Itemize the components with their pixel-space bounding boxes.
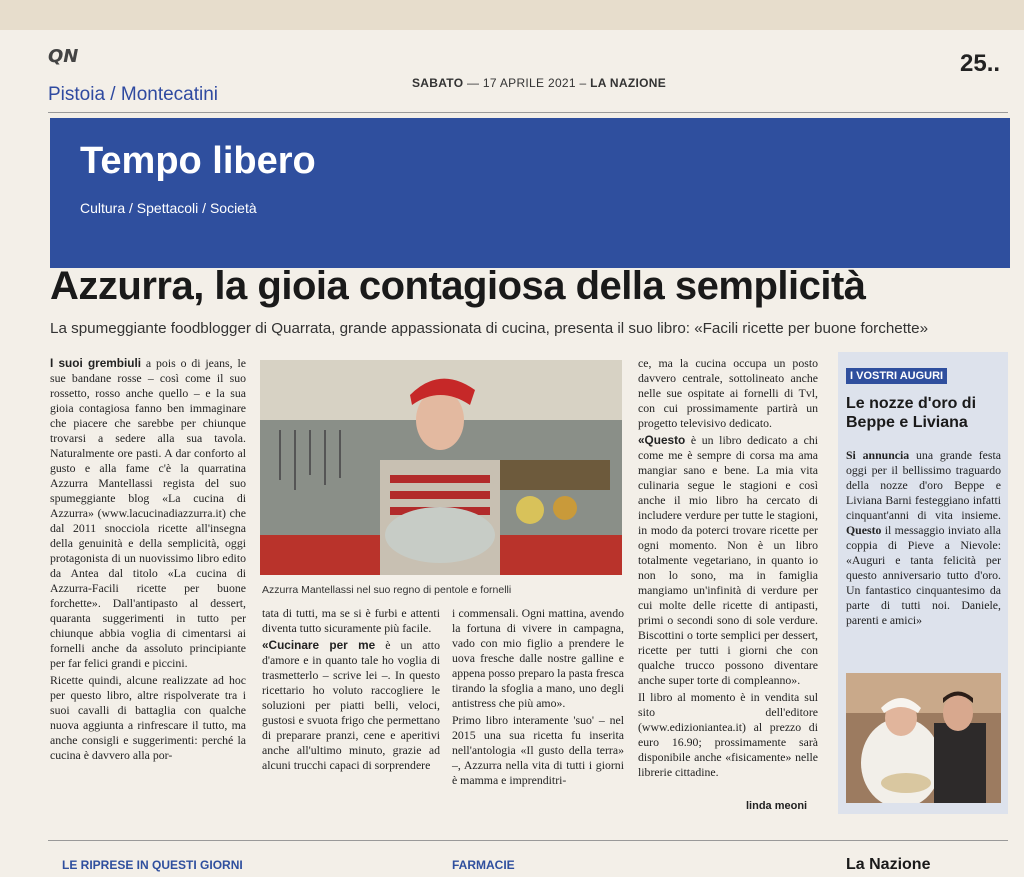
band-subtitle: Cultura / Spettacoli / Società <box>80 200 257 216</box>
col4-para-2 <box>638 433 818 688</box>
col4-text-2: è un libro dedicato a chi come me è sempre di corsa ma ama mangiar sano e bene. La mia vita culinaria segue le stagioni e così anche il mio libro ha cercato di includere verdure per tutte le stagioni, in modo da poterci trovare ricette per ogni momento. Non è un libro totalmente vegetariano, in quanto io non lo sono, ma in famiglia mangiamo un'infinità di verdure per cui molte delle ricette di antipasti, primi o secondi sono di sole verdure. Biscottini o torte semplici per dessert, ricette per tutti i giorni che con qualche trucco possono diventare anche super torte di compleanno». <box>638 433 819 687</box>
article-headline: Azzurra, la gioia contagiosa della semplicità <box>50 264 866 308</box>
col1-para-2: Ricette quindi, alcune realizzate ad hoc per questo libro, altre rispolverate tra i suoi cavalli di battaglia con qualche nuova aggiunta a rinfrescare il tutto, ma anche consigli e suggerimenti: perché la cucina è davvero alla por- <box>50 673 246 762</box>
header-rule <box>48 112 1008 113</box>
article-column-3 <box>452 606 624 828</box>
col3-para-2: Primo libro interamente 'suo' – nel 2015 una sua ricetta fu inserita nell'antologia «Il gusto della terra» –, Azzurra nella vita di tutti i giorni è mamma e imprenditri- <box>452 713 624 787</box>
sidebar-lead-2: Questo <box>846 523 882 537</box>
sidebar-title: Le nozze d'oro di Beppe e Liviana <box>846 395 977 431</box>
section-band <box>50 118 1010 268</box>
qn-logo: QN <box>48 46 79 67</box>
article-column-2 <box>262 606 440 828</box>
dateline <box>412 76 666 90</box>
col2-para-2 <box>262 638 440 773</box>
footer-rule <box>48 840 1008 841</box>
col1-para-1 <box>50 356 246 671</box>
col4-para-3: Il libro al momento è in vendita sul sito dell'editore (www.edizioniantea.it) al prezzo di euro 16.90; prossimamente sarà disponibile anche «fisicamente» nelle librerie cittadine. <box>638 690 818 779</box>
article-photo <box>260 360 622 575</box>
kitchen-photo <box>260 360 622 575</box>
dateline-day: SABATO <box>412 76 464 90</box>
col2-para-1: tata di tutti, ma se si è furbi e attenti diventa tutto sicuramente più facile. <box>262 606 440 635</box>
footer-right-label: La Nazione <box>846 856 931 873</box>
col1-lead: I suoi grembiuli <box>50 356 142 370</box>
sidebar-lead-1: Si annuncia <box>846 448 910 462</box>
page-number: 25.. <box>960 50 1001 77</box>
col1-text-1: a pois o di jeans, le sue bandane rosse – così come il suo rossetto, rosso anche quello – e la sua gioia contagiosa fanno ben immaginare che piacere che sarebbe per chiunque trovarsi a sedere alla sua tavola. Naturalmente ore pasti. A dar conforto al gusto e alla fame c'è la quarratina Azzurra Mantellassi regista del suo spumeggiante blog «La cucina di Azzurra» (www.lacucinadiazzurra.it) che dal 2011 snocciola ricette all'insegna della genuinità e della semplicità, oggi protagonista di un nuovissimo libro edito da Antea dal titolo «La cucina di Azzurra-Facili ricette per buone forchette». Dall'antipasto al dessert, quaranta suggerimenti in tutto per chiunque abbia voglia di cimentarsi ai fornelli anche da assoluto principiante per far felici grandi e piccini. <box>50 356 246 670</box>
article-column-4 <box>638 356 818 800</box>
band-title: Tempo libero <box>80 140 316 182</box>
top-strip <box>0 0 1024 30</box>
col3-para-1: i commensali. Ogni mattina, avendo la fortuna di vivere in campagna, vado con mio figlio a prendere le uova fresche dalle nostre galline e appena posso preparo la pasta fresca tirando la sfoglia a mano, uno degli antistress che più amo». <box>452 606 624 710</box>
sidebar-photo <box>846 673 1001 803</box>
article-column-1 <box>50 356 246 828</box>
section-label: Pistoia / Montecatini <box>48 84 219 105</box>
sidebar-text-2: il messaggio inviato alla coppia di Pieve a Nievole: «Auguri e tanta felicità per questo anniversario tutto d'oro. Un fantastico cinquantesimo da parte di tutti noi. Daniele, parenti e amici» <box>846 523 1001 627</box>
col2-lead: «Cucinare per me <box>262 638 376 652</box>
sidebar-text-1: una grande festa oggi per il bellissimo traguardo della nozze d'oro Beppe e Liviana Barni festeggiano infatti cinquant'anni di vita insieme. <box>846 448 1002 522</box>
article-subhead: La spumeggiante foodblogger di Quarrata, grande appassionata di cucina, presenta il suo libro: «Facili ricette per buone forchette» <box>50 320 929 337</box>
author-signature: linda meoni <box>746 800 808 812</box>
col4-lead: «Questo <box>638 433 686 447</box>
dateline-paper: LA NAZIONE <box>590 76 667 90</box>
col2-text-2: è un atto d'amore e in quanto tale ho voglia di trasmetterlo – scrive lei –. In questo ricettario ho voluto raccogliere le soluzioni per piatti belli, veloci, gustosi e svuota frigo che permettano di preparare pranzi, cene e aperitivi anche all'ultimo minuto, grazie ad alcuni trucchi capaci di sorprendere <box>262 638 440 772</box>
sidebar-tag: I VOSTRI AUGURI <box>846 368 947 384</box>
footer-left-label: LE RIPRESE IN QUESTI GIORNI <box>62 858 243 872</box>
photo-caption: Azzurra Mantellassi nel suo regno di pentole e fornelli <box>262 584 512 596</box>
wedding-photo <box>846 673 1001 803</box>
dateline-date: — 17 APRILE 2021 – <box>467 76 587 90</box>
col4-para-1: ce, ma la cucina occupa un posto davvero centrale, sottolineato anche nelle sue ospitate ai fornelli di Tvl, con cui prossimamente partirà un progetto televisivo dedicato. <box>638 356 818 430</box>
sidebar-text <box>846 448 1001 628</box>
footer-middle-label: FARMACIE <box>452 858 515 872</box>
